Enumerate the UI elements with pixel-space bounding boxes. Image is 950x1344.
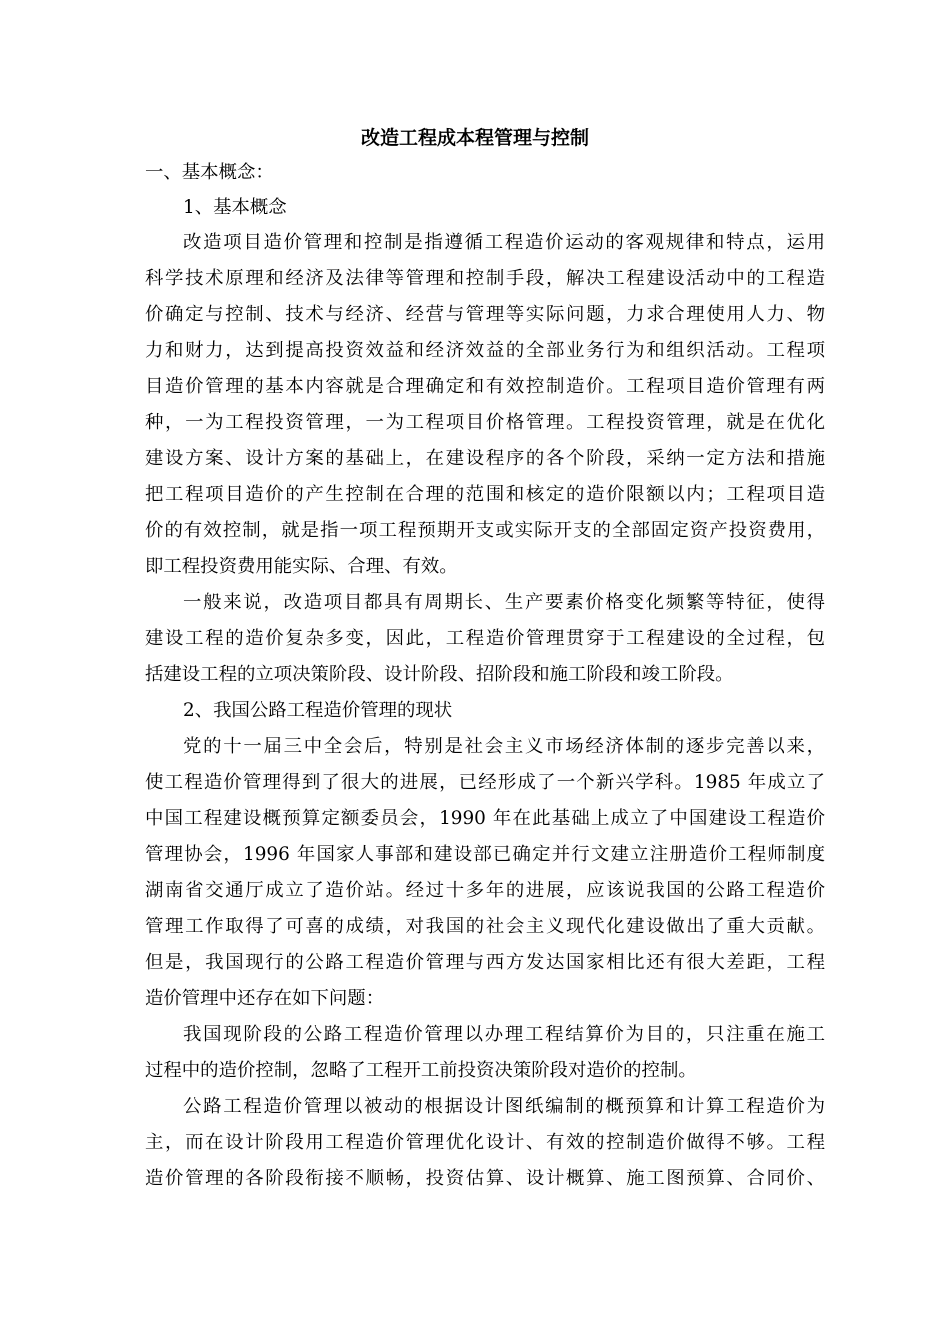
paragraph-line: 主，而在设计阶段用工程造价管理优化设计、有效的控制造价做得不够。工程 (145, 1132, 825, 1153)
paragraph-line: 价确定与控制、技术与经济、经营与管理等实际问题，力求合理使用人力、物 (145, 304, 825, 325)
subsection-heading: 1、基本概念 (183, 197, 287, 218)
paragraph-line: 中国工程建设概预算定额委员会，1990 年在此基础上成立了中国建设工程造价 (145, 808, 825, 829)
paragraph-line: 价的有效控制，就是指一项工程预期开支或实际开支的全部固定资产投资费用， (145, 520, 825, 541)
document-title: 改造工程成本程管理与控制 (360, 127, 589, 149)
paragraph-line: 括建设工程的立项决策阶段、设计阶段、招阶段和施工阶段和竣工阶段。 (145, 664, 734, 685)
paragraph-line: 一般来说，改造项目都具有周期长、生产要素价格变化频繁等特征，使得 (183, 592, 825, 613)
paragraph-line: 即工程投资费用能实际、合理、有效。 (145, 556, 458, 577)
paragraph-line: 造价管理的各阶段衔接不顺畅，投资估算、设计概算、施工图预算、合同价、 (145, 1168, 825, 1189)
paragraph-line: 管理协会，1996 年国家人事部和建设部已确定并行文建立注册造价工程师制度 (145, 844, 825, 865)
paragraph-line: 种，一为工程投资管理，一为工程项目价格管理。工程投资管理，就是在优化 (145, 412, 825, 433)
paragraph-line: 公路工程造价管理以被动的根据设计图纸编制的概预算和计算工程造价为 (183, 1096, 825, 1117)
paragraph-line: 使工程造价管理得到了很大的进展，已经形成了一个新兴学科。1985 年成立了 (145, 772, 825, 793)
paragraph-line: 党的十一届三中全会后，特别是社会主义市场经济体制的逐步完善以来， (183, 736, 825, 757)
subsection-heading: 2、我国公路工程造价管理的现状 (183, 700, 453, 721)
paragraph-line: 把工程项目造价的产生控制在合理的范围和核定的造价限额以内；工程项目造 (145, 484, 825, 505)
paragraph-line: 但是，我国现行的公路工程造价管理与西方发达国家相比还有很大差距，工程 (145, 952, 825, 973)
paragraph-line: 管理工作取得了可喜的成绩，对我国的社会主义现代化建设做出了重大贡献。 (145, 916, 825, 937)
paragraph-line: 科学技术原理和经济及法律等管理和控制手段，解决工程建设活动中的工程造 (145, 268, 825, 289)
paragraph-line: 造价管理中还存在如下问题： (145, 988, 385, 1009)
paragraph-line: 湖南省交通厅成立了造价站。经过十多年的进展，应该说我国的公路工程造价 (145, 880, 825, 901)
paragraph-line: 力和财力，达到提高投资效益和经济效益的全部业务行为和组织活动。工程项 (145, 340, 825, 361)
section-heading: 一、基本概念： (145, 162, 274, 183)
paragraph-line: 建设方案、设计方案的基础上，在建设程序的各个阶段，采纳一定方法和措施 (145, 448, 825, 469)
paragraph-line: 建设工程的造价复杂多变，因此，工程造价管理贯穿于工程建设的全过程，包 (145, 628, 825, 649)
paragraph-line: 我国现阶段的公路工程造价管理以办理工程结算价为目的，只注重在施工 (183, 1024, 825, 1045)
paragraph-line: 目造价管理的基本内容就是合理确定和有效控制造价。工程项目造价管理有两 (145, 376, 825, 397)
paragraph-line: 过程中的造价控制，忽略了工程开工前投资决策阶段对造价的控制。 (145, 1060, 697, 1081)
paragraph-line: 改造项目造价管理和控制是指遵循工程造价运动的客观规律和特点，运用 (183, 232, 825, 253)
